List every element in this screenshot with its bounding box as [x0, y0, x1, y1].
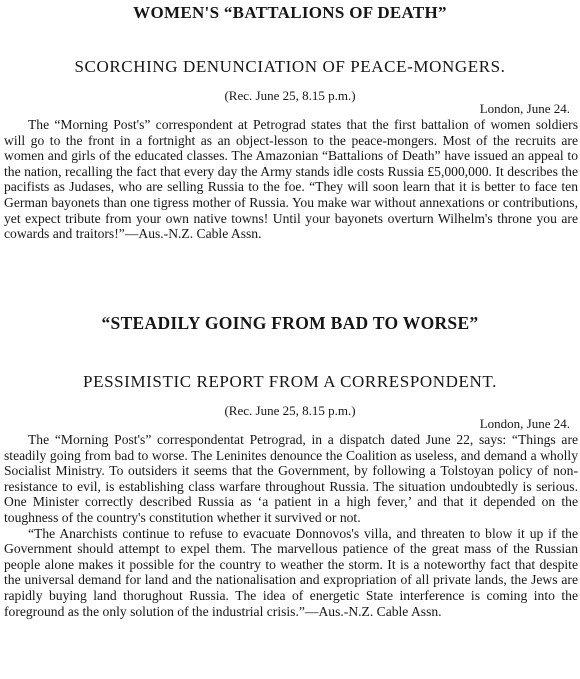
- article-2-received-time: (Rec. June 25, 8.15 p.m.): [224, 403, 356, 418]
- article-2-body: [4, 432, 578, 619]
- article-2-subheadline: PESSIMISTIC REPORT FROM A CORRESPONDENT.: [83, 372, 497, 391]
- article-2-paragraph-1: The “Morning Post's” correspondentat Petrograd, in a dispatch dated June 22, says: “Things are steadily going from bad to worse. The Leninites denounce the Coalition as useless, and demand a wholly Socialist Ministry. To outsiders it seems that the Government, by following a Tolstoyan policy of non-resistance to evil, is establishing class warfare throughout Russia. The situation undoubtedly is serious. One Minister correctly described Russia as ‘a patient in a high fever,’ and that it depended on the toughness of the country's constitution whether it survived or not.: [4, 432, 578, 525]
- article-1-paragraph: The “Morning Post's” correspondent at Petrograd states that the first battalion of women soldiers will go to the front in a fortnight as an object-lesson to the peace-mongers. Most of the recruits are women and girls of the educated classes. The Amazonian “Battalions of Death” have issued an appeal to the nation, recalling the fact that every day the Army stands idle costs Russia £5,000,000. It describes the pacifists as Judases, who are selling Russia to the foe. “They will soon learn that it is better to face ten German bayonets than one tigress mother of Russia. You make war without annexations or contributions, yet expect tribute from your own native towns! Until your bayonets overturn Wilhelm's throne you are cowards and traitors!”—Aus.-N.Z. Cable Assn.: [4, 117, 578, 242]
- article-2-dateline: London, June 24.: [479, 416, 570, 431]
- article-1-body: [4, 117, 578, 242]
- article-1-subheadline: SCORCHING DENUNCIATION OF PEACE-MONGERS.: [74, 57, 506, 76]
- article-2-headline: “STEADILY GOING FROM BAD TO WORSE”: [101, 313, 479, 333]
- article-1-headline: WOMEN'S “BATTALIONS OF DEATH”: [133, 3, 447, 22]
- article-1-received-time: (Rec. June 25, 8.15 p.m.): [224, 88, 356, 103]
- article-2-paragraph-2: “The Anarchists continue to refuse to evacuate Donnovos's villa, and threaten to blow it up if the Government should attempt to expel them. The marvellous patience of the great mass of the Russian people alone makes it possible for the country to weather the storm. It is a noteworthy fact that despite the universal demand for land and the nationalisation and expropriation of all private lands, the Jews are rapidly buying land thorughout Russia. The idea of energetic State interference is coming into the foreground as the only solution of the industrial crisis.”—Aus.-N.Z. Cable Assn.: [4, 525, 578, 619]
- article-1-dateline: London, June 24.: [479, 101, 570, 116]
